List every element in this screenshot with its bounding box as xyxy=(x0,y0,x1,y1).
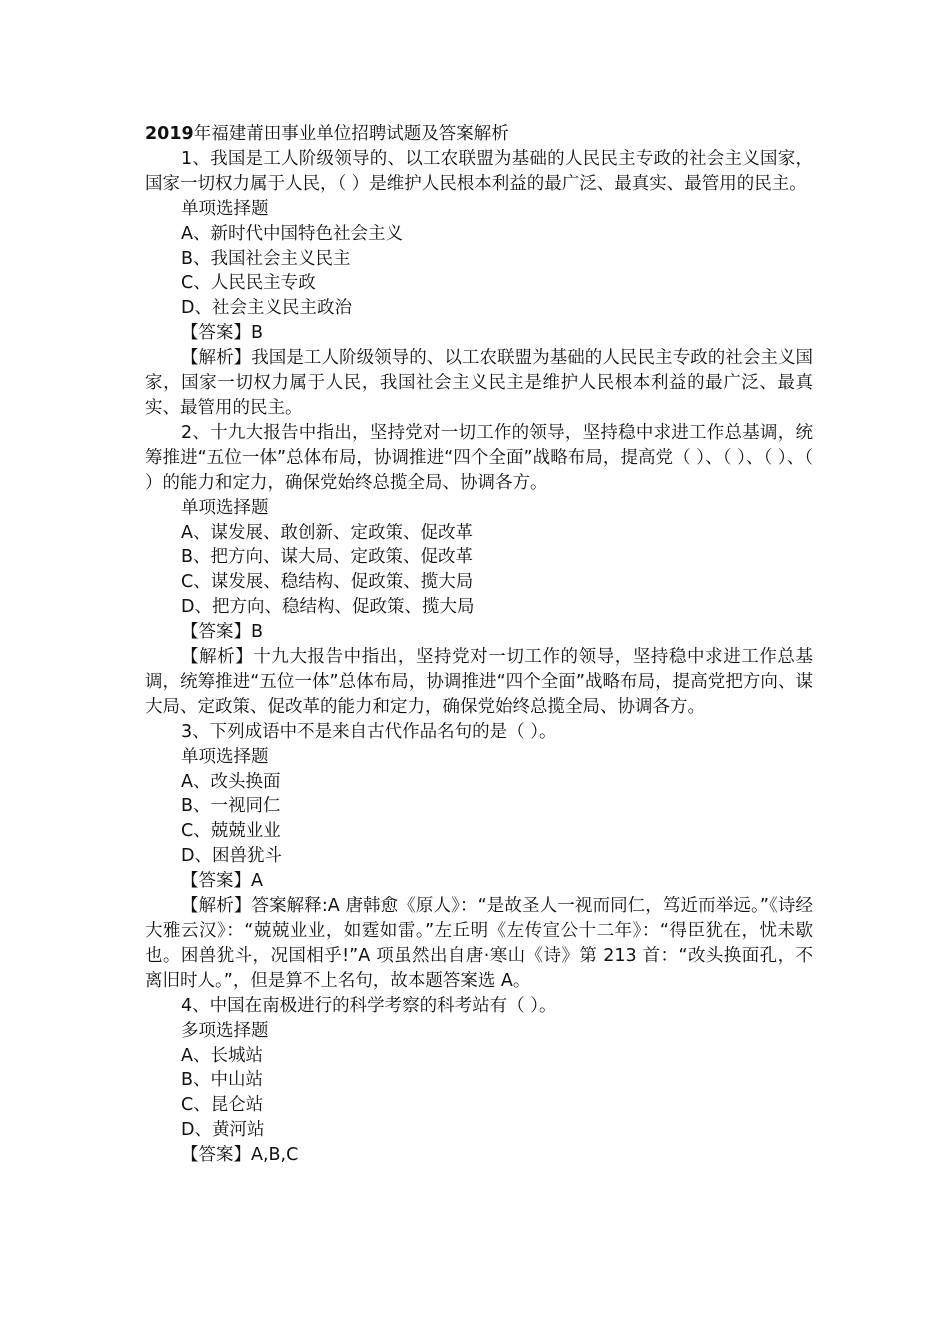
option-c: C、兢兢业业 xyxy=(181,821,281,842)
analysis: 【解析】答案解释:A 唐韩愈《原人》：“是故圣人一视而同仁，笃近而举远。”《诗经大雅云汉》：“兢兢业业，如霆如雷。”左丘明《左传宣公十二年》：“得臣犹在，忧未歇也。困兽犹斗，况国相乎!”A 项虽然出自唐·寒山《诗》第 213 首：“改头换面孔，不离旧时人。”，但是算不上名句，故本题答案选 A。 xyxy=(145,896,813,991)
document-title xyxy=(145,122,813,147)
question-stem: 1、我国是工人阶级领导的、以工农联盟为基础的人民民主专政的社会主义国家，国家一切权力属于人民，（ ）是维护人民根本利益的最广泛、最真实、最管用的民主。 xyxy=(145,148,813,194)
option-a: A、谋发展、敢创新、定政策、促改革 xyxy=(181,522,473,543)
question-type: 单项选择题 xyxy=(181,746,269,767)
option-b: B、一视同仁 xyxy=(181,796,281,817)
answer: 【答案】A xyxy=(181,871,263,892)
option-c: C、昆仑站 xyxy=(181,1095,264,1116)
title-text: 年福建莆田事业单位招聘试题及答案解析 xyxy=(193,124,509,144)
question-stem: 3、下列成语中不是来自古代作品名句的是（ ）。 xyxy=(181,721,557,742)
option-c: C、谋发展、稳结构、促政策、揽大局 xyxy=(181,572,474,593)
title-year: 2019 xyxy=(145,124,194,144)
option-b: B、把方向、谋大局、定政策、促改革 xyxy=(181,547,474,568)
option-b: B、我国社会主义民主 xyxy=(181,248,351,269)
answer: 【答案】A,B,C xyxy=(181,1145,299,1166)
option-d: D、困兽犹斗 xyxy=(181,846,282,867)
option-c: C、人民民主专政 xyxy=(181,273,316,294)
document-page xyxy=(145,122,813,1168)
analysis: 【解析】十九大报告中指出，坚持党对一切工作的领导，坚持稳中求进工作总基调，统筹推进“五位一体”总体布局，协调推进“四个全面”战略布局，提高党把方向、谋大局、定政策、促改革的能力和定力，确保党始终总揽全局、协调各方。 xyxy=(145,647,813,717)
question-1 xyxy=(145,147,813,421)
option-a: A、改头换面 xyxy=(181,771,281,792)
option-a: A、新时代中国特色社会主义 xyxy=(181,223,403,244)
analysis: 【解析】我国是工人阶级领导的、以工农联盟为基础的人民民主专政的社会主义国家，国家一切权力属于人民，我国社会主义民主是维护人民根本利益的最广泛、最真实、最管用的民主。 xyxy=(145,348,813,418)
option-d: D、黄河站 xyxy=(181,1120,265,1141)
question-type: 单项选择题 xyxy=(181,198,269,219)
question-stem: 4、中国在南极进行的科学考察的科考站有（ ）。 xyxy=(181,995,557,1016)
option-b: B、中山站 xyxy=(181,1070,264,1091)
answer: 【答案】B xyxy=(181,323,264,344)
answer: 【答案】B xyxy=(181,622,264,643)
question-type: 单项选择题 xyxy=(181,497,269,518)
question-type: 多项选择题 xyxy=(181,1020,269,1041)
option-d: D、把方向、稳结构、促政策、揽大局 xyxy=(181,597,475,618)
question-4 xyxy=(145,994,813,1168)
question-stem: 2、十九大报告中指出，坚持党对一切工作的领导，坚持稳中求进工作总基调，统筹推进“五位一体”总体布局，协调推进“四个全面”战略布局，提高党（ ）、（ ）、（ ）、（ ）的能力和定力，确保党始终总揽全局、协调各方。 xyxy=(145,422,813,493)
option-d: D、社会主义民主政治 xyxy=(181,298,352,319)
option-a: A、长城站 xyxy=(181,1045,263,1066)
question-2 xyxy=(145,421,813,720)
question-3 xyxy=(145,720,813,994)
